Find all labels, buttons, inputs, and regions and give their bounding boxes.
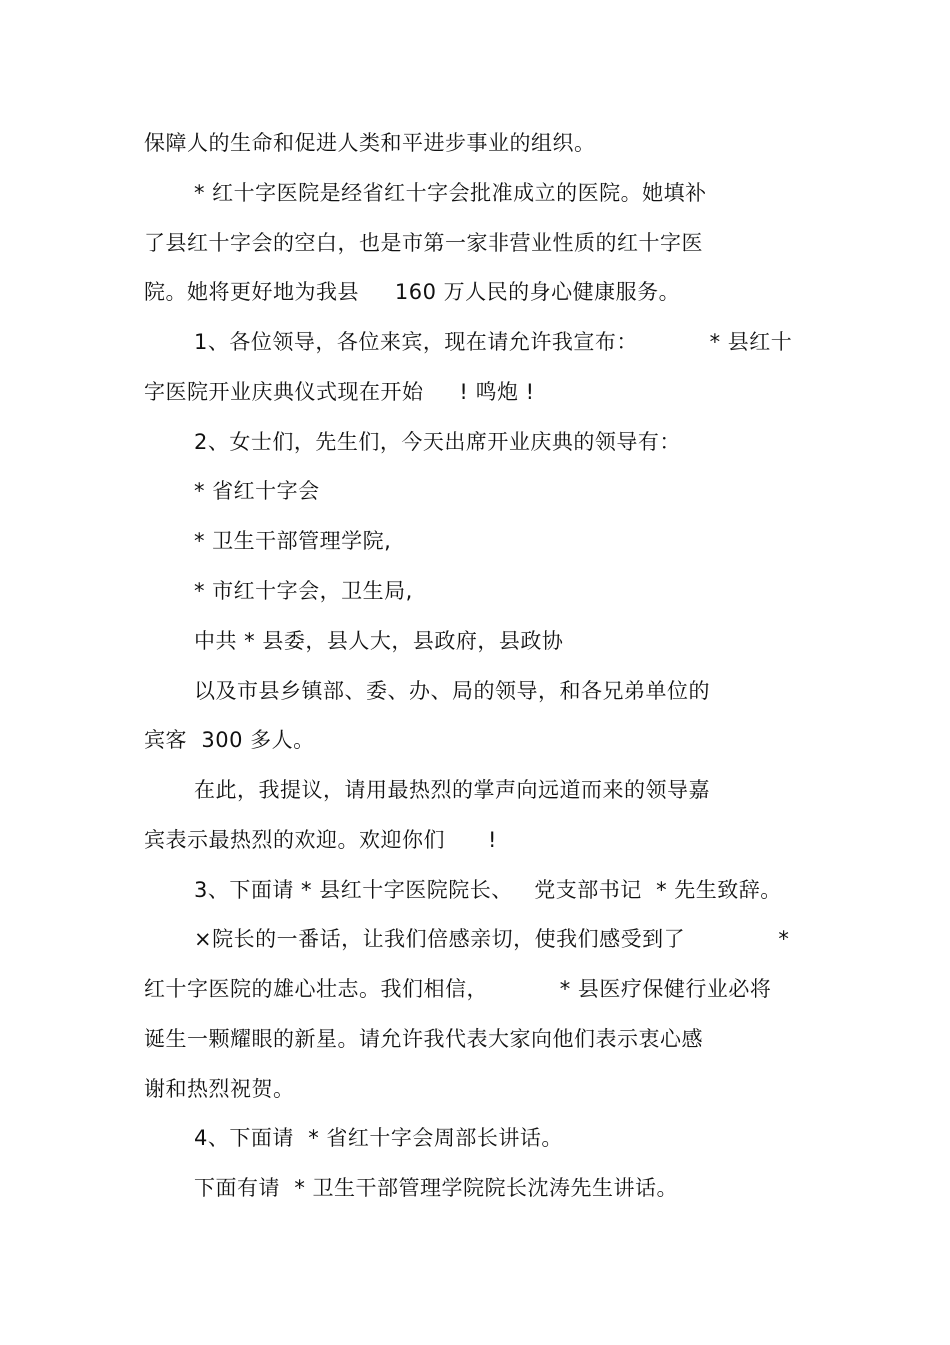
- text-line-13: 宾客 300 多人。: [144, 728, 315, 752]
- text-line-22: 下面有请 * 卫生干部管理学院院长沈涛先生讲话。: [194, 1176, 679, 1200]
- text-line-12: 以及市县乡镇部、委、办、局的领导，和各兄弟单位的: [194, 679, 710, 703]
- text-line-5: 1、各位领导，各位来宾，现在请允许我宣布： * 县红十: [194, 330, 793, 354]
- text-line-10: * 市红十字会，卫生局,: [194, 579, 413, 603]
- text-line-4: 院。她将更好地为我县 160 万人民的身心健康服务。: [144, 280, 681, 304]
- text-line-14: 在此，我提议，请用最热烈的掌声向远道而来的领导嘉: [194, 778, 710, 802]
- text-line-16: 3、下面请 * 县红十字医院院长、 党支部书记 * 先生致辞。: [194, 878, 782, 902]
- text-line-19: 诞生一颗耀眼的新星。请允许我代表大家向他们表示衷心感: [144, 1027, 703, 1051]
- text-line-1: 保障人的生命和促进人类和平进步事业的组织。: [144, 131, 596, 155]
- text-line-7: 2、女士们，先生们，今天出席开业庆典的领导有：: [194, 430, 681, 454]
- text-line-9: * 卫生干部管理学院,: [194, 529, 392, 553]
- text-line-17: ×院长的一番话，让我们倍感亲切，使我们感受到了 *: [194, 927, 790, 951]
- text-line-15: 宾表示最热烈的欢迎。欢迎你们 !: [144, 828, 497, 852]
- text-line-2: * 红十字医院是经省红十字会批准成立的医院。她填补: [194, 181, 707, 205]
- text-line-11: 中共 * 县委，县人大，县政府，县政协: [194, 629, 564, 653]
- text-line-21: 4、下面请 * 省红十字会周部长讲话。: [194, 1126, 563, 1150]
- text-line-18: 红十字医院的雄心壮志。我们相信， * 县医疗保健行业必将: [144, 977, 772, 1001]
- text-line-3: 了县红十字会的空白，也是市第一家非营业性质的红十字医: [144, 231, 703, 255]
- text-line-8: * 省红十字会: [194, 479, 320, 503]
- text-line-20: 谢和热烈祝贺。: [144, 1077, 295, 1101]
- text-line-6: 字医院开业庆典仪式现在开始 ! 鸣炮 !: [144, 380, 535, 404]
